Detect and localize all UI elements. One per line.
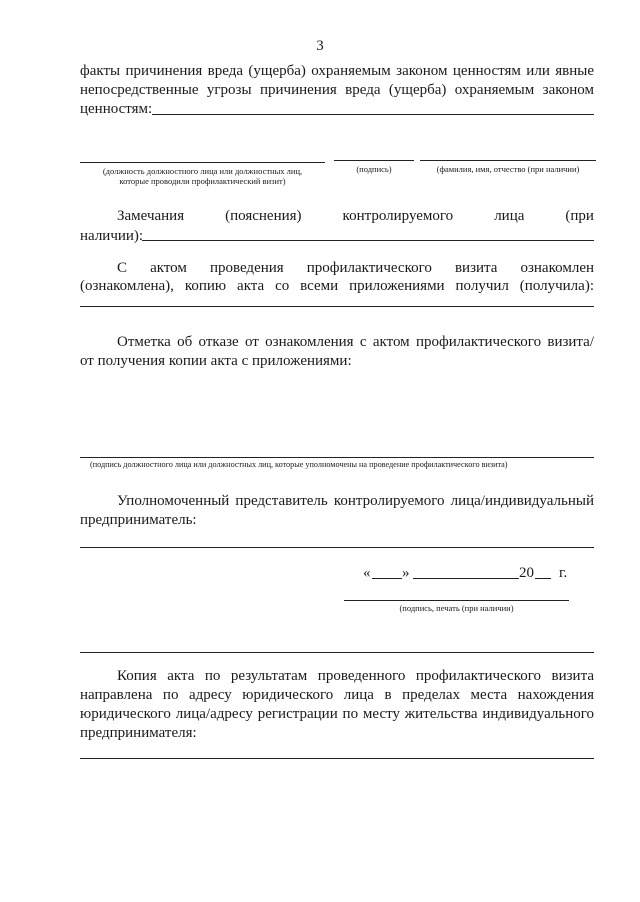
harm-fill-line xyxy=(152,114,594,115)
year-blank xyxy=(535,578,551,579)
copy-line-3: юридического лица/адресу регистрации по месту жительства индивидуального xyxy=(80,706,594,722)
acquaintance-fill-line xyxy=(80,306,594,307)
copy-line-2: направлена по адресу юридического лица в пределах места нахождения xyxy=(80,687,594,703)
copy-fill-line xyxy=(80,758,594,759)
acquaintance-line-2: (ознакомлена), копию акта со всеми приложениями получил (получила): xyxy=(80,278,594,294)
refusal-signature-line xyxy=(80,457,594,458)
full-name-caption: (фамилия, имя, отчество (при наличии) xyxy=(436,164,580,174)
signature-stamp-line xyxy=(344,600,569,601)
separator-line xyxy=(80,652,594,653)
full-name-line xyxy=(420,160,596,161)
day-blank xyxy=(372,578,402,579)
page-number: 3 xyxy=(316,38,324,54)
remarks-line-1: Замечания (пояснения) контролируемого лица (при xyxy=(117,208,594,224)
refusal-caption: (подпись должностного лица или должностных лиц, которые уполномочены на проведение профилактического визита) xyxy=(90,460,508,469)
signature-caption: (подпись) xyxy=(356,164,392,174)
year-suffix: г. xyxy=(559,565,568,581)
remarks-line-2: наличии): xyxy=(80,228,144,244)
date-line xyxy=(363,564,573,584)
official-position-line xyxy=(80,162,325,163)
refusal-line-2: от получения копии акта с приложениями: xyxy=(80,353,352,369)
signature-line xyxy=(334,160,414,161)
representative-line-1: Уполномоченный представитель контролируемого лица/индивидуальный xyxy=(117,493,594,509)
refusal-line-1: Отметка об отказе от ознакомления с актом профилактического визита/ xyxy=(117,334,594,350)
remarks-fill-line xyxy=(142,240,594,241)
harm-line-2: непосредственные угрозы причинения вреда (ущерба) охраняемым законом xyxy=(80,82,594,98)
date-open-quote: « xyxy=(363,565,371,581)
copy-line-4: предпринимателя: xyxy=(80,725,197,741)
signature-stamp-caption: (подпись, печать (при наличии) xyxy=(399,603,514,613)
harm-line-3: ценностям: xyxy=(80,101,153,117)
copy-line-1: Копия акта по результатам проведенного профилактического визита xyxy=(117,668,594,684)
date-close-quote: » xyxy=(402,565,410,581)
month-blank xyxy=(413,578,519,579)
representative-line-2: предприниматель: xyxy=(80,512,197,528)
acquaintance-line-1: С актом проведения профилактического визита ознакомлен xyxy=(117,260,594,276)
year-prefix: 20 xyxy=(519,565,534,581)
harm-line-1: факты причинения вреда (ущерба) охраняемым законом ценностям или явные xyxy=(80,63,594,79)
representative-fill-line xyxy=(80,547,594,548)
official-position-caption: (должность должностного лица или должностных лиц, которые проводили профилактический визит) xyxy=(102,166,303,186)
